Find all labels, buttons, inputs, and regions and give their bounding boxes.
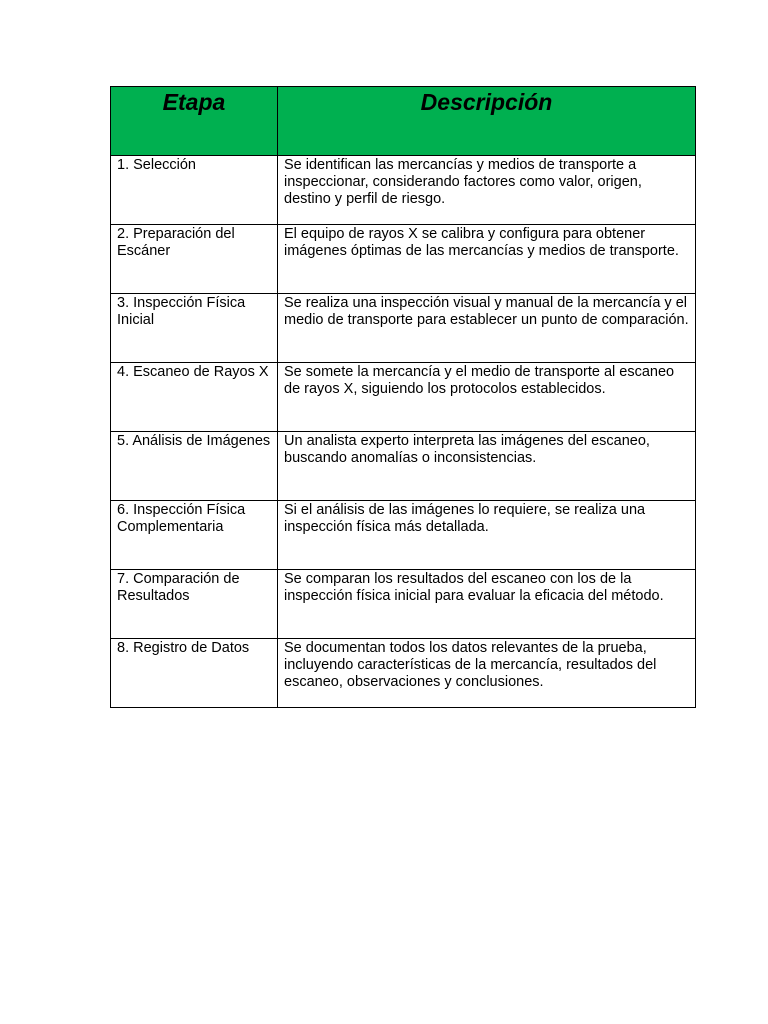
table-row xyxy=(111,225,696,294)
stage-cell: 3. Inspección Física Inicial xyxy=(111,294,278,363)
table-row xyxy=(111,363,696,432)
description-cell: Se comparan los resultados del escaneo con los de la inspección física inicial para evaluar la eficacia del método. xyxy=(278,570,696,639)
table-row xyxy=(111,294,696,363)
stage-cell: 6. Inspección Física Complementaria xyxy=(111,501,278,570)
table-row xyxy=(111,432,696,501)
description-cell: El equipo de rayos X se calibra y configura para obtener imágenes óptimas de las mercancías y medios de transporte. xyxy=(278,225,696,294)
stage-cell: 8. Registro de Datos xyxy=(111,639,278,708)
description-cell: Se somete la mercancía y el medio de transporte al escaneo de rayos X, siguiendo los protocolos establecidos. xyxy=(278,363,696,432)
description-cell: Un analista experto interpreta las imágenes del escaneo, buscando anomalías o inconsistencias. xyxy=(278,432,696,501)
header-descripcion: Descripción xyxy=(278,87,696,156)
table-row xyxy=(111,501,696,570)
table-row xyxy=(111,639,696,708)
stage-cell: 7. Comparación de Resultados xyxy=(111,570,278,639)
stages-table xyxy=(110,86,696,708)
stage-cell: 5. Análisis de Imágenes xyxy=(111,432,278,501)
description-cell: Se documentan todos los datos relevantes de la prueba, incluyendo características de la mercancía, resultados del escaneo, observaciones y conclusiones. xyxy=(278,639,696,708)
header-etapa: Etapa xyxy=(111,87,278,156)
table-row xyxy=(111,570,696,639)
description-cell: Se identifican las mercancías y medios de transporte a inspeccionar, considerando factores como valor, origen, destino y perfil de riesgo. xyxy=(278,156,696,225)
description-cell: Si el análisis de las imágenes lo requiere, se realiza una inspección física más detallada. xyxy=(278,501,696,570)
stage-cell: 4. Escaneo de Rayos X xyxy=(111,363,278,432)
description-cell: Se realiza una inspección visual y manual de la mercancía y el medio de transporte para establecer un punto de comparación. xyxy=(278,294,696,363)
stage-cell: 2. Preparación del Escáner xyxy=(111,225,278,294)
table-header-row xyxy=(111,87,696,156)
table-row xyxy=(111,156,696,225)
stage-cell: 1. Selección xyxy=(111,156,278,225)
